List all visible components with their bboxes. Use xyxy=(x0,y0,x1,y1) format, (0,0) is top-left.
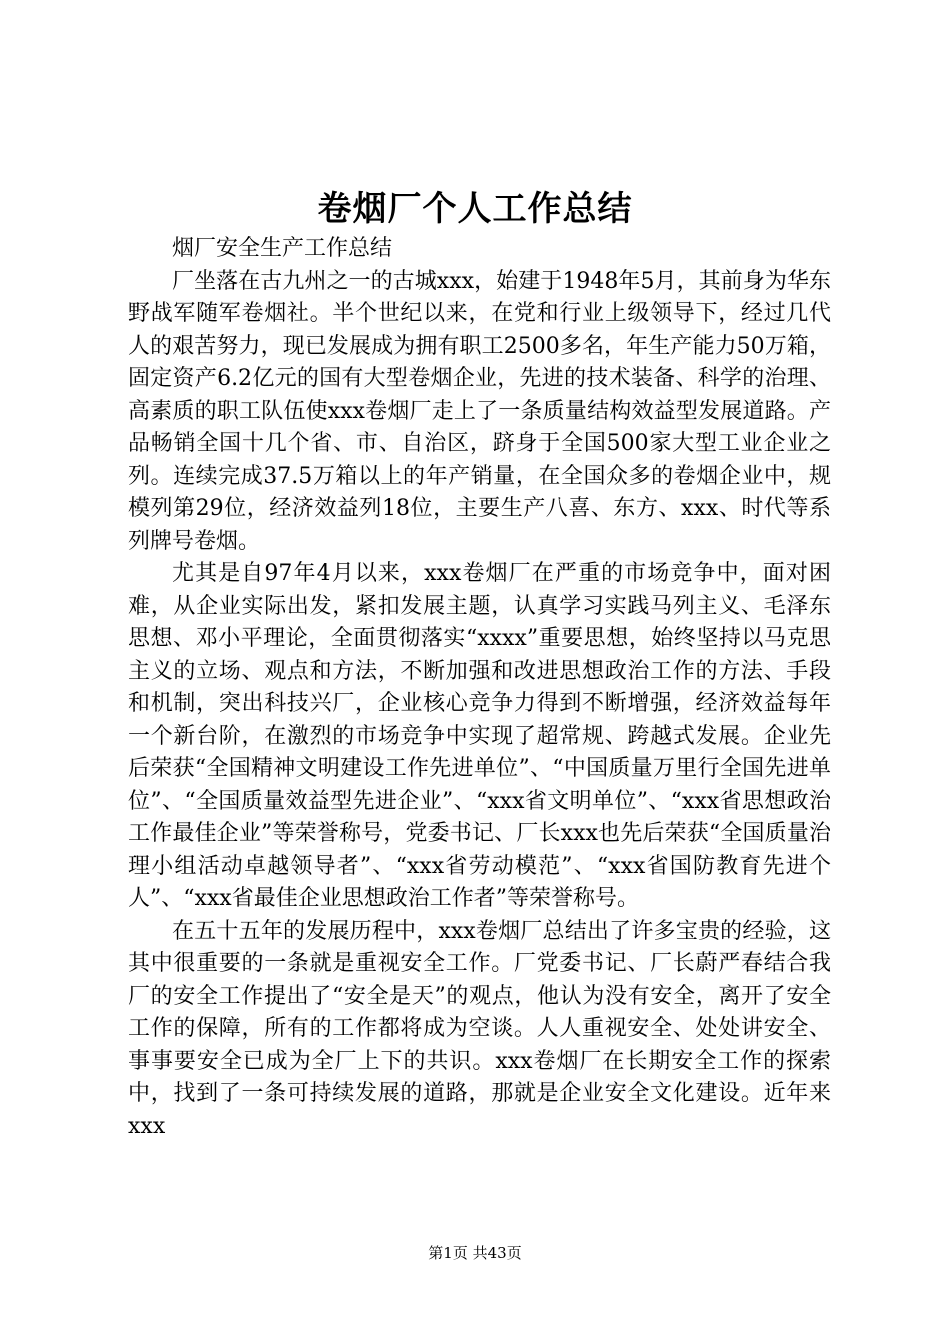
paragraph-2: 尤其是自97年4月以来，xxx卷烟厂在严重的市场竞争中，面对困难，从企业实际出发，紧扣发展主题，认真学习实践马列主义、毛泽东思想、邓小平理论，全面贯彻落实“xxxx”重要思想，始终坚持以马克思主义的立场、观点和方法，不断加强和改进思想政治工作的方法、手段和机制，突出科技兴厂，企业核心竞争力得到不断增强，经济效益每年一个新台阶，在激烈的市场竞争中实现了超常规、跨越式发展。企业先后荣获“全国精神文明建设工作先进单位”、“中国质量万里行全国先进单位”、“全国质量效益型先进企业”、“xxx省文明单位”、“xxx省思想政治工作最佳企业”等荣誉称号，党委书记、厂长xxx也先后荣获“全国质量治理小组活动卓越领导者”、“xxx省劳动模范”、“xxx省国防教育先进个人”、“xxx省最佳企业思想政治工作者”等荣誉称号。 xyxy=(128,561,831,911)
document-subtitle: 烟厂安全生产工作总结 xyxy=(172,236,393,261)
page-footer: 第1页 共43页 xyxy=(428,1244,522,1262)
document-body xyxy=(128,233,831,1143)
paragraph-3: 在五十五年的发展历程中，xxx卷烟厂总结出了许多宝贵的经验，这其中很重要的一条就是重视安全工作。厂党委书记、厂长蔚严春结合我厂的安全工作提出了“安全是天”的观点，他认为没有安全，离开了安全工作的保障，所有的工作都将成为空谈。人人重视安全、处处讲安全、事事要安全已成为全厂上下的共识。xxx卷烟厂在长期安全工作的探索中，找到了一条可持续发展的道路，那就是企业安全文化建设。近年来xxx xyxy=(128,918,831,1139)
paragraph-1: 厂坐落在古九州之一的古城xxx，始建于1948年5月，其前身为华东野战军随军卷烟社。半个世纪以来，在党和行业上级领导下，经过几代人的艰苦努力，现已发展成为拥有职工2500多名，年生产能力50万箱，固定资产6.2亿元的国有大型卷烟企业，先进的技术装备、科学的治理、高素质的职工队伍使xxx卷烟厂走上了一条质量结构效益型发展道路。产品畅销全国十几个省、市、自治区，跻身于全国500家大型工业企业之列。连续完成37.5万箱以上的年产销量，在全国众多的卷烟企业中，规模列第29位，经济效益列18位，主要生产八喜、东方、xxx、时代等系列牌号卷烟。 xyxy=(128,268,831,554)
document-title: 卷烟厂个人工作总结 xyxy=(317,189,633,229)
